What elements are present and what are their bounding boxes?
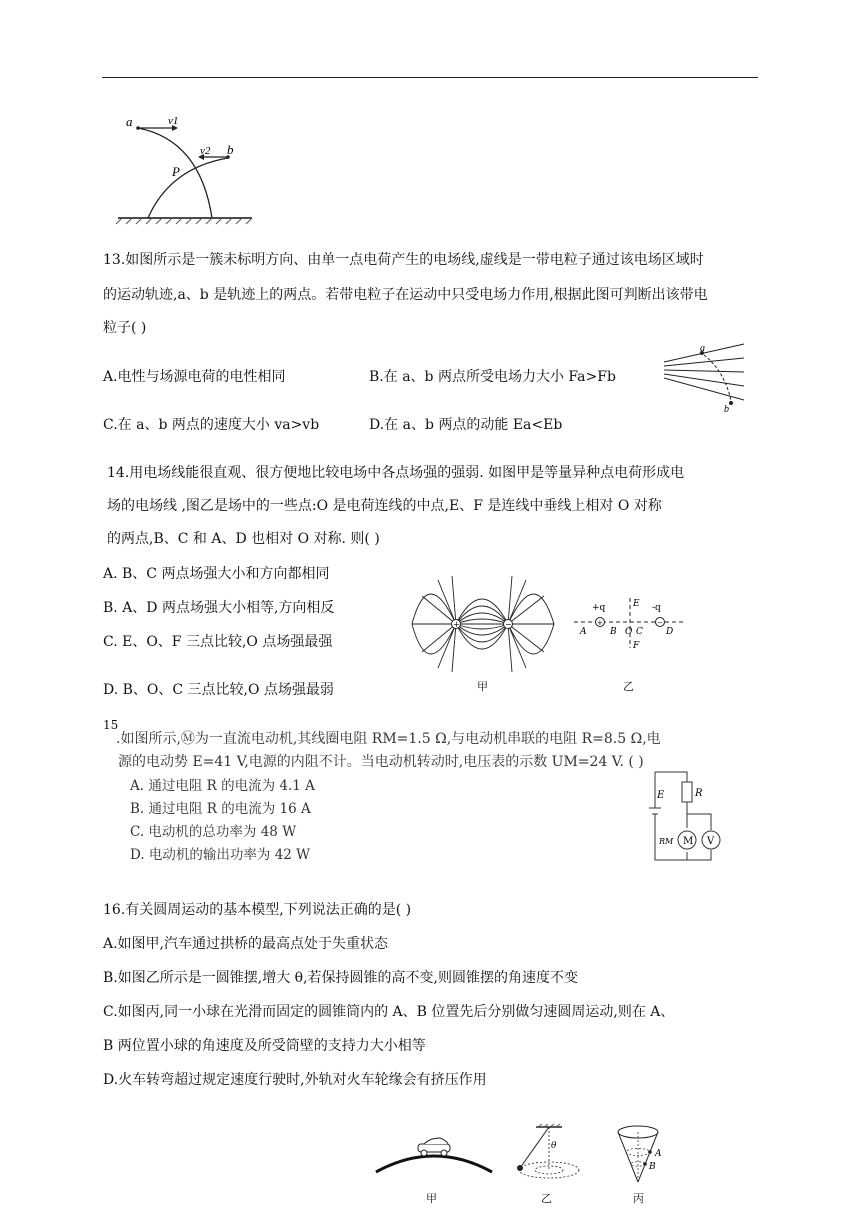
q14-stem-line-2: 场的电场线 ,图乙是场中的一些点:O 是电荷连线的中点,E、F 是连线中垂线上相对 O 对称 (107, 498, 662, 514)
q14-option-a: A. B、C 两点场强大小和方向都相同 (103, 566, 330, 582)
q14-dipole-field-figure (408, 574, 558, 674)
q15-stem-line-1: .如图所示,Ⓜ为一直流电动机,其线圈电阻 RM=1.5 Ω,与电动机串联的电阻 R=8.5 Ω,电 (116, 731, 661, 747)
q13-option-b: B.在 a、b 两点所受电场力大小 Fa>Fb (369, 369, 616, 385)
q14-label-C: C (636, 627, 643, 637)
q16-option-d: D.火车转弯超过规定速度行驶时,外轨对火车轮缘会有挤压作用 (103, 1072, 487, 1088)
q13-stem-line-1: 13.如图所示是一簇未标明方向、由单一点电荷产生的电场线,虚线是一带电粒子通过该电场区域时 (103, 252, 704, 268)
q16-label-B: B (649, 1162, 656, 1172)
q14-label-E: E (633, 599, 640, 609)
q14-stem-line-1: 14.用电场线能很直观、很方便地比较电场中各点场强的强弱. 如图甲是等量异种点电荷形成电 (107, 465, 685, 481)
q16-label-A: A (655, 1149, 662, 1159)
q14-label-minus-q: -q (652, 603, 661, 613)
q13-stem-line-3: 粒子( ) (103, 320, 147, 336)
label-v1: v1 (168, 115, 179, 127)
q13-option-c: C.在 a、b 两点的速度大小 va>vb (103, 417, 320, 433)
q14-label-D: D (666, 627, 674, 637)
q16-caption-bing: 丙 (633, 1192, 644, 1205)
q15-label-V: V (707, 836, 715, 847)
q16-option-a: A.如图甲,汽车通过拱桥的最高点处于失重状态 (103, 936, 389, 952)
q16-arch-bridge-figure (374, 1136, 494, 1176)
q14-label-plus-q: +q (592, 603, 606, 613)
label-a: a (126, 114, 133, 129)
q13-option-a: A.电性与场源电荷的电性相同 (103, 369, 286, 385)
q14-label-B: B (610, 627, 617, 637)
q16-conical-pendulum-figure (506, 1124, 586, 1184)
q16-stem: 16.有关圆周运动的基本模型,下列说法正确的是( ) (103, 902, 412, 918)
svg-text:−: − (505, 620, 512, 629)
q16-option-c-line-2: B 两位置小球的角速度及所受筒壁的支持力大小相等 (103, 1038, 426, 1054)
q14-label-O: O (625, 627, 633, 637)
q14-stem-line-3: 的两点,B、C 和 A、D 也相对 O 对称. 则( ) (107, 531, 380, 547)
q15-option-b: B. 通过电阻 R 的电流为 16 A (130, 801, 311, 817)
q15-label-RM: RM (659, 837, 674, 846)
label-p: P (172, 164, 180, 179)
q15-label-E: E (657, 790, 665, 801)
svg-text:+: + (597, 619, 603, 627)
q13-option-d: D.在 a、b 两点的动能 Ea<Eb (369, 417, 563, 433)
q16-label-theta: θ (551, 1141, 557, 1151)
q16-caption-yi: 乙 (541, 1192, 552, 1205)
q15-label-R: R (695, 788, 703, 799)
q14-points-figure (570, 594, 690, 654)
q13-label-b: b (724, 404, 729, 415)
q14-option-c: C. E、O、F 三点比较,O 点场强最强 (103, 634, 333, 650)
q14-label-F: F (633, 641, 640, 651)
q15-option-c: C. 电动机的总功率为 48 W (130, 824, 297, 840)
q14-label-A: A (580, 627, 587, 637)
q15-number: 15 (103, 718, 119, 732)
q16-option-b: B.如图乙所示是一圆锥摆,增大 θ,若保持圆锥的高不变,则圆锥摆的角速度不变 (103, 970, 578, 986)
q16-caption-jia: 甲 (426, 1192, 437, 1205)
q13-label-a: a (700, 343, 705, 354)
q16-cone-figure (612, 1122, 672, 1186)
q15-label-M: M (683, 836, 694, 847)
header-rule (102, 77, 758, 78)
q15-circuit-figure (645, 768, 725, 868)
q14-caption-yi: 乙 (623, 680, 634, 693)
svg-text:+: + (453, 620, 460, 629)
trajectory-figure (110, 110, 260, 225)
q15-option-a: A. 通过电阻 R 的电流为 4.1 A (130, 778, 315, 794)
q15-option-d: D. 电动机的输出功率为 42 W (130, 847, 311, 863)
q16-option-c-line-1: C.如图丙,同一小球在光滑而固定的圆锥筒内的 A、B 位置先后分别做匀速圆周运动,则在 A、 (103, 1004, 675, 1020)
q13-stem-line-2: 的运动轨迹,a、b 是轨迹上的两点。若带电粒子在运动中只受电场力作用,根据此图可判断出该带电 (103, 287, 708, 303)
q15-stem-line-2: 源的电动势 E=41 V,电源的内阻不计。当电动机转动时,电压表的示数 UM=24 V. ( ) (118, 754, 644, 770)
q14-option-d: D. B、O、C 三点比较,O 点场强最弱 (103, 682, 334, 698)
svg-text:−: − (657, 619, 663, 627)
q14-option-b: B. A、D 两点场强大小相等,方向相反 (103, 600, 335, 616)
q14-caption-jia: 甲 (477, 680, 488, 693)
label-b: b (227, 142, 234, 157)
label-v2: v2 (200, 145, 211, 157)
q13-field-lines-figure (660, 340, 750, 415)
